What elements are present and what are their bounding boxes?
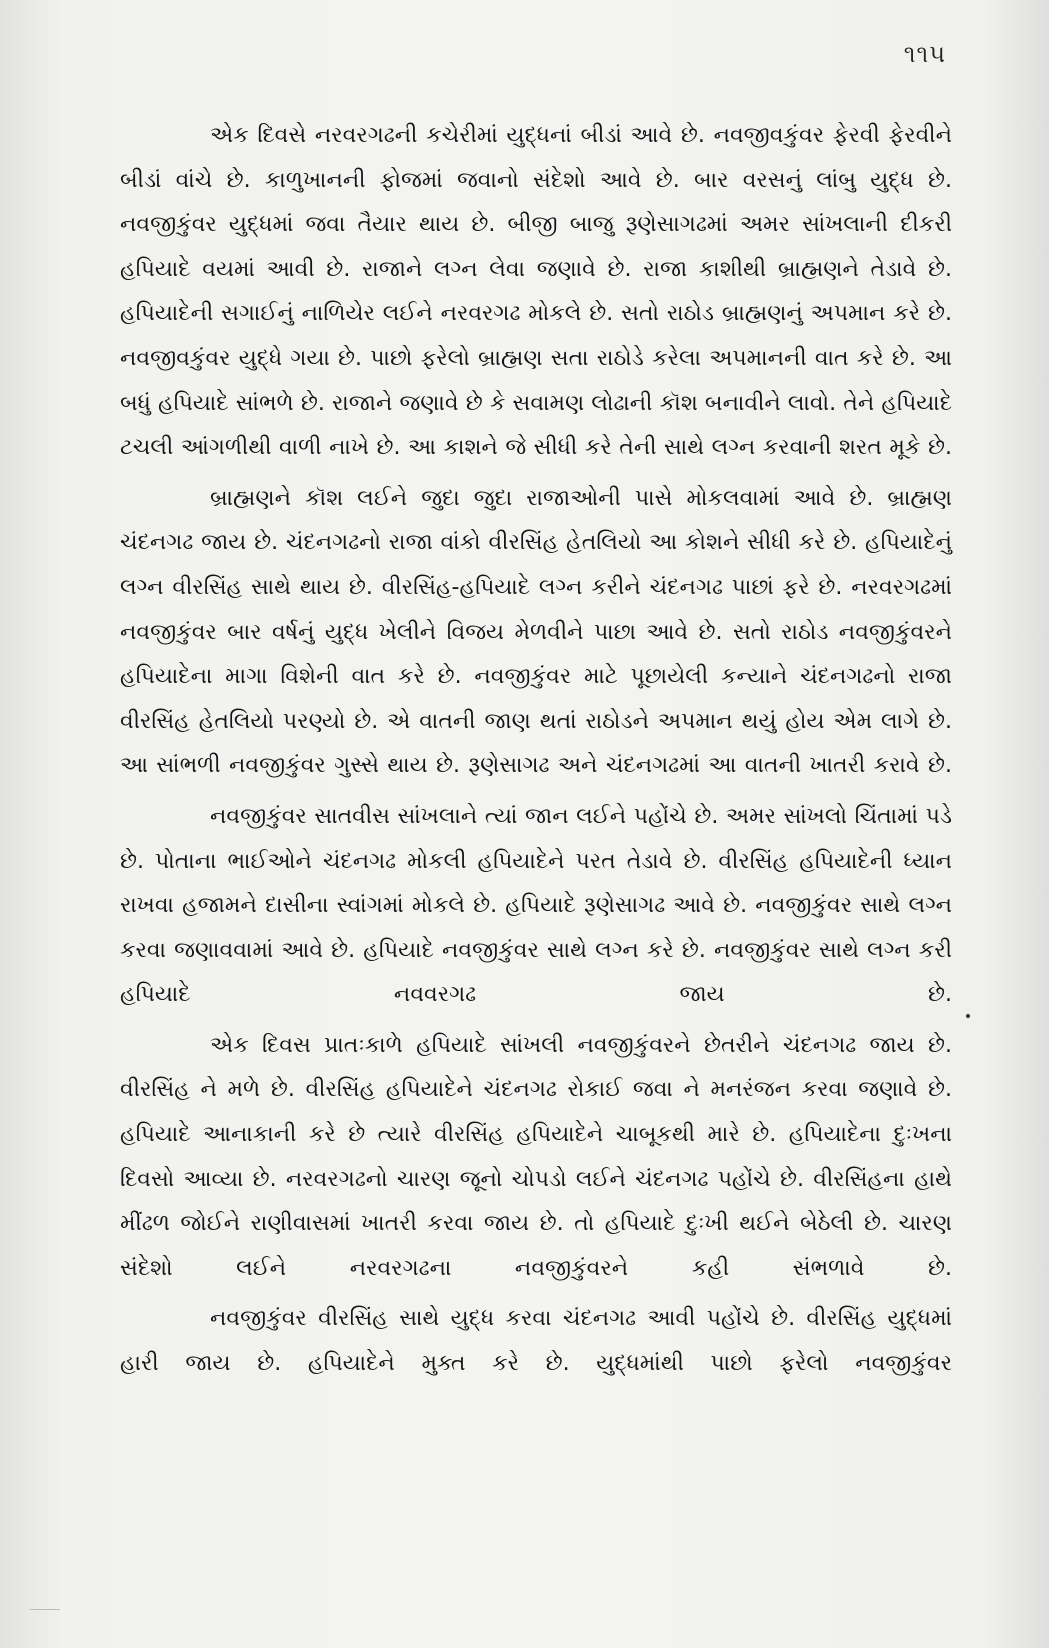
paragraph-2: બ્રાહ્મણને કૉશ લઈને જુદા જુદા રાજાઓની પાસે મોકલવામાં આવે છે. બ્રાહ્મણ ચંદનગઢ જાય છે. ચંદનગઢનો રાજા વાંકો વીરસિંહ હેતલિયો આ કોશને સીધી કરે છે. હપિયાદેનું લગ્ન વીરસિંહ સાથે થાય છે. વીરસિંહ-હપિયાદે લગ્ન કરીને ચંદનગઢ પાછાં ફરે છે. નરવરગઢમાં નવજીકુંવર બાર વર્ષનું યુદ્ધ ખેલીને વિજય મેળવીને પાછા આવે છે. સતો રાઠોડ નવજીકુંવરને હપિયાદેના માગા વિશેની વાત કરે છે. નવજીકુંવર માટે પૂછાયેલી કન્યાને ચંદનગઢનો રાજા વીરસિંહ હેતલિયો પરણ્યો છે. એ વાતની જાણ થતાં રાઠોડને અપમાન થયું હોય એમ લાગે છે. આ સાંભળી નવજીકુંવર ગુસ્સે થાય છે. રૂણેસાગઢ અને ચંદનગઢમાં આ વાતની ખાતરી કરાવે છે.	[120, 485, 952, 779]
paragraph-1: એક દિવસે નરવરગઢની કચેરીમાં યુદ્ધનાં બીડાં આવે છે. નવજીવકુંવર ફેરવી ફેરવીને બીડાં વાંચે છે. કાળુખાનની ફોજમાં જવાનો સંદેશો આવે છે. બાર વરસનું લાંબુ યુદ્ધ છે. નવજીકુંવર યુદ્ધમાં જવા તૈયાર થાય છે. બીજી બાજુ રૂણેસાગઢમાં અમર સાંખલાની દીકરી હપિયાદે વયમાં આવી છે. રાજાને લગ્ન લેવા જણાવે છે. રાજા કાશીથી બ્રાહ્મણને તેડાવે છે. હપિયાદેની સગાઈનું નાળિયેર લઈને નરવરગઢ મોકલે છે. સતો રાઠોડ બ્રાહ્મણનું અપમાન કરે છે. નવજીવકુંવર યુદ્ધે ગયા છે. પાછો ફરેલો બ્રાહ્મણ સતા રાઠોડે કરેલા અપમાનની વાત કરે છે. આ બધું હપિયાદે સાંભળે છે. રાજાને જણાવે છે કે સવામણ લોઢાની કૉશ બનાવીને લાવો. તેને હપિયાદે ટચલી આંગળીથી વાળી નાખે છે. આ કાશને જે સીધી કરે તેની સાથે લગ્ન કરવાની શરત મૂકે છે.	[120, 123, 952, 461]
body-text	[120, 114, 952, 1387]
paragraph-5: નવજીકુંવર વીરસિંહ સાથે યુદ્ધ કરવા ચંદનગઢ આવી પહોંચે છે. વીરસિંહ યુદ્ધમાં હારી જાય છે. હપિયાદેને મુક્ત કરે છે. યુદ્ધમાંથી પાછો ફરેલો નવજીકુંવર	[120, 1306, 952, 1377]
page-edge-mark	[30, 1609, 60, 1610]
paragraph-3: નવજીકુંવર સાતવીસ સાંખલાને ત્યાં જાન લઈને પહોંચે છે. અમર સાંખલો ચિંતામાં પડે છે. પોતાના ભાઈઓને ચંદનગઢ મોકલી હપિયાદેને પરત તેડાવે છે. વીરસિંહ હપિયાદેની ધ્યાન રાખવા હજામને દાસીના સ્વાંગમાં મોકલે છે. હપિયાદે રૂણેસાગઢ આવે છે. નવજીકુંવર સાથે લગ્ન કરવા જણાવવામાં આવે છે. હપિયાદે નવજીકુંવર સાથે લગ્ન કરે છે. નવજીકુંવર સાથે લગ્ન કરી હપિયાદે નવવરગઢ જાય છે.	[120, 803, 952, 1008]
paper-speck	[966, 1014, 970, 1018]
page-number: ૧૧૫	[903, 40, 946, 68]
paragraph-4: એક દિવસ પ્રાતઃકાળે હપિયાદે સાંખલી નવજીકુંવરને છેતરીને ચંદનગઢ જાય છે. વીરસિંહ ને મળે છે. વીરસિંહ હપિયાદેને ચંદનગઢ રોકાઈ જવા ને મનરંજન કરવા જણાવે છે. હપિયાદે આનાકાની કરે છે ત્યારે વીરસિંહ હપિયાદેને ચાબૂકથી મારે છે. હપિયાદેના દુઃખના દિવસો આવ્યા છે. નરવરગઢનો ચારણ જૂનો ચોપડો લઈને ચંદનગઢ પહોંચે છે. વીરસિંહના હાથે મીંઢળ જોઈને રાણીવાસમાં ખાતરી કરવા જાય છે. તો હપિયાદે દુઃખી થઈને બેઠેલી છે. ચારણ સંદેશો લઈને નરવરગઢના નવજીકુંવરને કહી સંભળાવે છે.	[120, 1032, 952, 1281]
